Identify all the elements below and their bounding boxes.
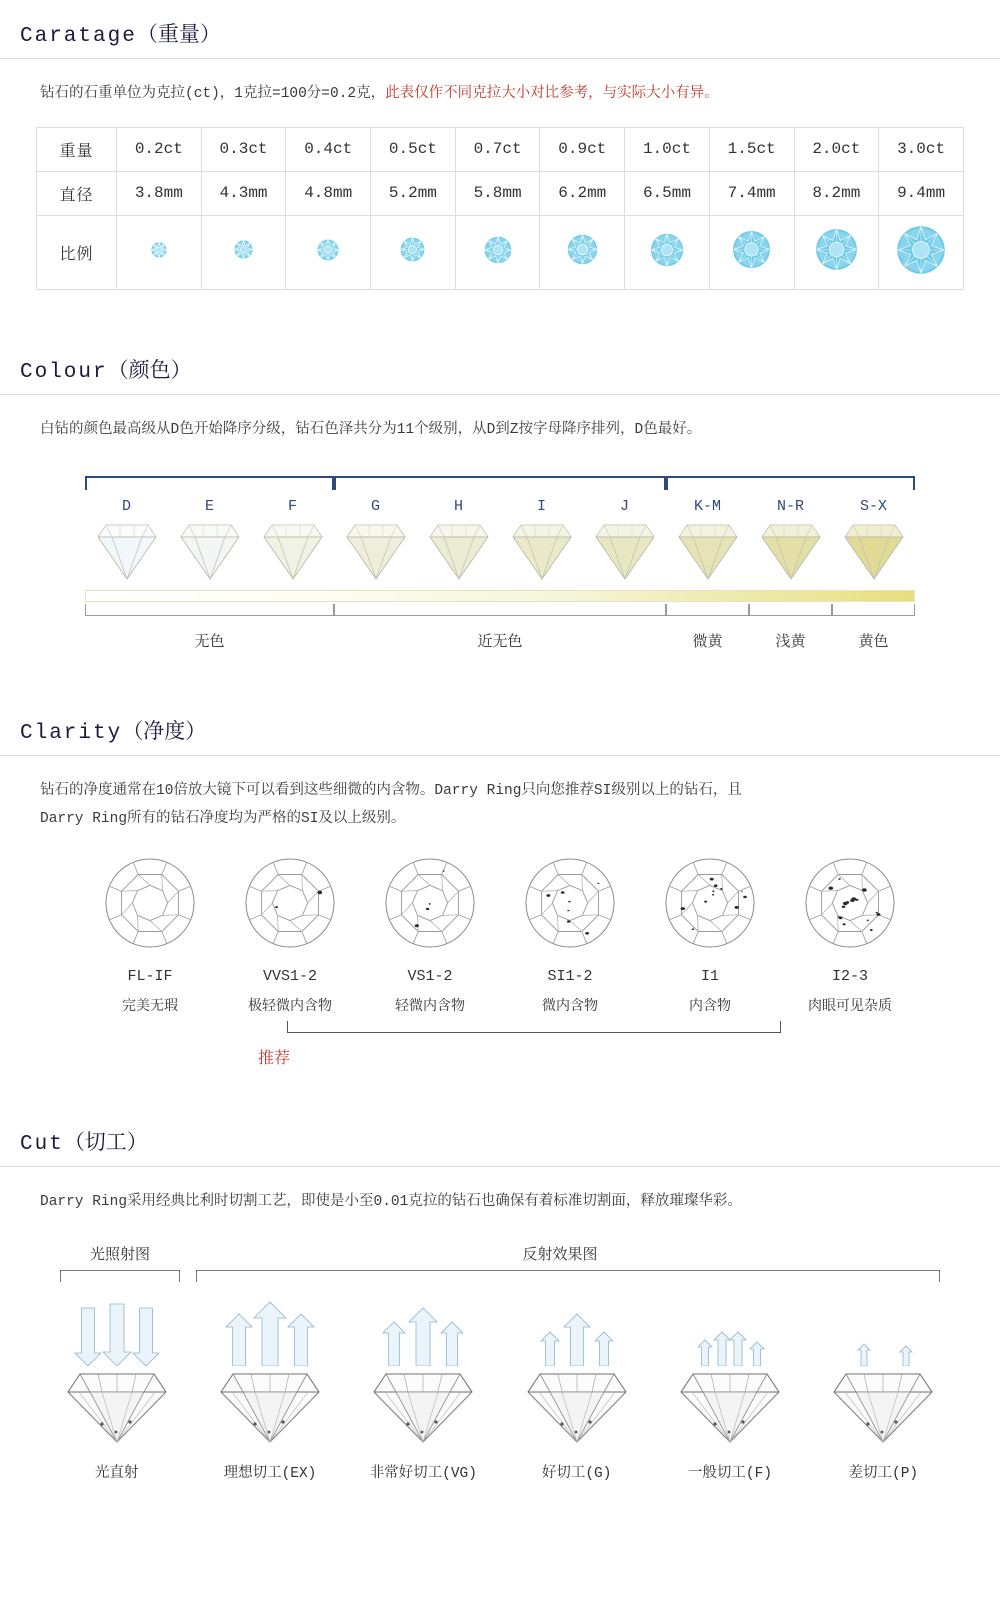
diamond-dot-icon xyxy=(896,225,946,280)
caratage-title-en: Caratage xyxy=(20,25,137,48)
ratio-cell xyxy=(201,215,286,289)
diameter-cell: 6.2mm xyxy=(540,171,625,215)
colour-group-label: 微黄 xyxy=(692,634,723,652)
clarity-recommend-wrap xyxy=(0,1033,1000,1068)
clarity-grade-label: I2-3 xyxy=(831,968,868,986)
clarity-grade-label: I1 xyxy=(700,968,719,986)
diameter-cell: 3.8mm xyxy=(117,171,202,215)
diameter-cell: 4.3mm xyxy=(201,171,286,215)
caratage-table-wrap xyxy=(0,119,1000,290)
diamond-dot-icon xyxy=(567,234,598,270)
colour-group-bracket xyxy=(85,604,334,616)
clarity-grid xyxy=(0,843,1000,1015)
weight-cell: 1.0ct xyxy=(625,127,710,171)
cut-bracket-labels xyxy=(0,1243,1000,1264)
cut-arrows-icon xyxy=(40,1296,193,1366)
cut-diamond-icon xyxy=(347,1366,500,1451)
diamond-dot-icon xyxy=(317,239,339,266)
colour-top-bracket xyxy=(666,476,915,490)
clarity-item[interactable] xyxy=(500,853,640,1015)
cut-bracket-label-light: 光照射图 xyxy=(89,1246,150,1264)
weight-cell: 0.3ct xyxy=(201,127,286,171)
diamond-dot-icon xyxy=(151,242,167,263)
ratio-cell xyxy=(540,215,625,289)
ratio-cell xyxy=(625,215,710,289)
weight-cell: 0.4ct xyxy=(286,127,371,171)
ratio-cell xyxy=(286,215,371,289)
colour-group-bracket xyxy=(334,604,666,616)
table-row-ratio xyxy=(37,215,964,289)
colour-grade-label: K-M xyxy=(693,498,721,516)
colour-grade-cell[interactable] xyxy=(85,492,168,586)
clarity-grade-desc: 微内含物 xyxy=(542,999,598,1016)
cut-bracket-label-reflect: 反射效果图 xyxy=(522,1246,598,1264)
colour-title-en: Colour xyxy=(20,360,108,384)
colour-group-bracket xyxy=(749,604,832,616)
diamond-gem-icon xyxy=(85,519,168,586)
colour-bottom-brackets xyxy=(85,604,915,618)
cut-grade-label: 理想切工(EX) xyxy=(223,1465,317,1482)
cut-arrows-icon xyxy=(347,1296,500,1366)
colour-grade-cell[interactable] xyxy=(334,492,417,586)
colour-group-bracket xyxy=(832,604,915,616)
diamond-gem-icon xyxy=(749,519,832,586)
colour-group-label: 浅黄 xyxy=(775,634,806,652)
cut-grade-label: 光直射 xyxy=(94,1465,139,1482)
colour-grade-cell[interactable] xyxy=(832,492,915,586)
cut-arrows-icon xyxy=(193,1296,346,1366)
clarity-recommend-label: 推荐 xyxy=(257,1050,290,1069)
colour-grade-label: N-R xyxy=(776,498,804,516)
colour-grade-cell[interactable] xyxy=(583,492,666,586)
cut-grade-label: 非常好切工(VG) xyxy=(369,1465,477,1482)
cut-item[interactable] xyxy=(653,1296,806,1482)
table-row-diameter xyxy=(37,171,964,215)
cut-bracket-reflect xyxy=(196,1270,940,1282)
diameter-cell: 9.4mm xyxy=(879,171,964,215)
diamond-dot-icon xyxy=(650,233,684,272)
cut-diamond-icon xyxy=(653,1366,806,1451)
colour-grade-label: E xyxy=(204,498,214,516)
diamond-gem-icon xyxy=(666,519,749,586)
colour-group-bracket xyxy=(666,604,749,616)
cut-item[interactable] xyxy=(500,1296,653,1482)
cut-brackets-area xyxy=(0,1227,1000,1282)
weight-cell: 0.9ct xyxy=(540,127,625,171)
clarity-diamond-icon xyxy=(640,853,780,958)
cut-item[interactable] xyxy=(193,1296,346,1482)
cut-diamond-icon xyxy=(807,1366,960,1451)
clarity-desc-line2: Darry Ring所有的钻石净度均为严格的SI及以上级别。 xyxy=(40,810,406,827)
cut-grade-label: 差切工(P) xyxy=(848,1465,919,1482)
diamond-dot-icon xyxy=(732,230,771,274)
clarity-diamond-icon xyxy=(80,853,220,958)
clarity-desc-line1: 钻石的净度通常在10倍放大镜下可以看到这些细微的内含物。Darry Ring只向您推荐SI级别以上的钻石，且 xyxy=(40,783,742,800)
colour-grade-label: D xyxy=(121,498,131,516)
diamond-dot-icon xyxy=(234,240,253,264)
weight-cell: 0.5ct xyxy=(371,127,456,171)
cut-description: Darry Ring采用经典比利时切割工艺，即使是小至0.01克拉的钻石也确保有着标准切割面，释放璀璨华彩。 xyxy=(40,1194,742,1211)
clarity-diamond-icon xyxy=(780,853,920,958)
cut-arrows-icon xyxy=(807,1296,960,1366)
diameter-cell: 5.8mm xyxy=(455,171,540,215)
weight-cell: 0.7ct xyxy=(455,127,540,171)
cut-grade-label: 好切工(G) xyxy=(541,1465,612,1482)
caratage-desc-plain: 钻石的石重单位为克拉(ct)，1克拉=100分=0.2克， xyxy=(40,86,386,102)
cut-diamond-icon xyxy=(500,1366,653,1451)
diameter-cell: 4.8mm xyxy=(286,171,371,215)
colour-grade-label: F xyxy=(287,498,297,516)
ratio-cell xyxy=(879,215,964,289)
colour-grade-label: H xyxy=(453,498,463,516)
cut-grid xyxy=(0,1282,1000,1482)
cut-bracket-lines xyxy=(0,1264,1000,1282)
diamond-gem-icon xyxy=(417,519,500,586)
diamond-gem-icon xyxy=(334,519,417,586)
clarity-grade-desc: 肉眼可见杂质 xyxy=(808,999,892,1016)
section-heading-clarity xyxy=(0,697,1000,756)
colour-gradient-bar xyxy=(85,590,915,602)
caratage-description xyxy=(0,59,1000,119)
colour-grade-row xyxy=(85,492,915,586)
clarity-grade-desc: 轻微内含物 xyxy=(395,999,465,1016)
diameter-cell: 6.5mm xyxy=(625,171,710,215)
section-heading-colour xyxy=(0,336,1000,395)
colour-title-cn: （颜色） xyxy=(107,360,192,384)
clarity-item[interactable] xyxy=(640,853,780,1015)
table-row-weight xyxy=(37,127,964,171)
weight-cell: 0.2ct xyxy=(117,127,202,171)
clarity-recommend-bracket xyxy=(287,1021,781,1033)
colour-grade-cell[interactable] xyxy=(500,492,583,586)
diameter-cell: 8.2mm xyxy=(794,171,879,215)
clarity-diamond-icon xyxy=(220,853,360,958)
cut-bracket-light xyxy=(60,1270,180,1282)
colour-grade-label: J xyxy=(619,498,629,516)
clarity-grade-label: SI1-2 xyxy=(547,968,593,986)
cut-title-cn: （切工） xyxy=(63,1133,148,1157)
clarity-grade-label: FL-IF xyxy=(127,968,173,986)
colour-group-label: 黄色 xyxy=(858,634,889,652)
diamond-gem-icon xyxy=(500,519,583,586)
clarity-grade-desc: 内含物 xyxy=(689,999,731,1016)
clarity-grade-label: VVS1-2 xyxy=(262,968,317,986)
clarity-title-cn: （净度） xyxy=(122,722,207,746)
clarity-grade-label: VS1-2 xyxy=(407,968,453,986)
clarity-grade-desc: 极轻微内含物 xyxy=(248,999,332,1016)
caratage-desc-highlight: 此表仅作不同克拉大小对比参考，与实际大小有异。 xyxy=(385,86,719,102)
diamond-dot-icon xyxy=(400,237,425,267)
cut-item[interactable] xyxy=(347,1296,500,1482)
diamond-gem-icon xyxy=(583,519,666,586)
ratio-cell xyxy=(794,215,879,289)
colour-description: 白钻的颜色最高级从D色开始降序分级，钻石色泽共分为11个级别，从D到Z按字母降序排列，D色最好。 xyxy=(40,421,702,438)
clarity-title-en: Clarity xyxy=(20,722,123,746)
cut-title-en: Cut xyxy=(20,1133,64,1157)
colour-top-bracket xyxy=(334,476,666,490)
clarity-diamond-icon xyxy=(500,853,640,958)
diamond-dot-icon xyxy=(484,236,512,269)
ratio-cell xyxy=(709,215,794,289)
colour-scale xyxy=(0,454,1000,651)
colour-grade-label: S-X xyxy=(859,498,887,516)
clarity-item[interactable] xyxy=(80,853,220,1015)
weight-cell: 1.5ct xyxy=(709,127,794,171)
clarity-recommend-bracket-row xyxy=(0,1015,1000,1033)
weight-cell: 2.0ct xyxy=(794,127,879,171)
colour-grade-cell[interactable] xyxy=(251,492,334,586)
cut-item[interactable] xyxy=(40,1296,193,1482)
section-heading-cut xyxy=(0,1108,1000,1167)
ratio-cell xyxy=(117,215,202,289)
colour-top-bracket xyxy=(85,476,334,490)
row-label-diameter: 直径 xyxy=(37,171,117,215)
diamond-gem-icon xyxy=(168,519,251,586)
colour-grade-label: I xyxy=(536,498,546,516)
caratage-table xyxy=(36,127,964,290)
ratio-cell xyxy=(371,215,456,289)
colour-group-label: 无色 xyxy=(194,634,225,652)
diamond-gem-icon xyxy=(832,519,915,586)
colour-grade-cell[interactable] xyxy=(666,492,749,586)
clarity-diamond-icon xyxy=(360,853,500,958)
clarity-item[interactable] xyxy=(220,853,360,1015)
ratio-cell xyxy=(455,215,540,289)
colour-grade-cell[interactable] xyxy=(417,492,500,586)
clarity-grade-desc: 完美无瑕 xyxy=(122,999,178,1016)
cut-grade-label: 一般切工(F) xyxy=(687,1465,773,1482)
colour-group-label: 近无色 xyxy=(477,634,523,652)
cut-arrows-icon xyxy=(653,1296,806,1366)
clarity-description xyxy=(0,756,1000,843)
clarity-item[interactable] xyxy=(360,853,500,1015)
colour-grade-label: G xyxy=(370,498,380,516)
section-heading-caratage xyxy=(0,0,1000,59)
colour-grade-cell[interactable] xyxy=(749,492,832,586)
colour-top-brackets xyxy=(85,476,915,492)
caratage-title-cn: （重量） xyxy=(136,25,221,48)
cut-item[interactable] xyxy=(807,1296,960,1482)
diameter-cell: 5.2mm xyxy=(371,171,456,215)
cut-arrows-icon xyxy=(500,1296,653,1366)
diamond-gem-icon xyxy=(251,519,334,586)
diameter-cell: 7.4mm xyxy=(709,171,794,215)
weight-cell: 3.0ct xyxy=(879,127,964,171)
colour-grade-cell[interactable] xyxy=(168,492,251,586)
diamond-dot-icon xyxy=(815,228,858,276)
row-label-ratio: 比例 xyxy=(37,215,117,289)
cut-diamond-icon xyxy=(40,1366,193,1451)
colour-group-labels xyxy=(85,618,915,651)
clarity-item[interactable] xyxy=(780,853,920,1015)
cut-diamond-icon xyxy=(193,1366,346,1451)
row-label-weight: 重量 xyxy=(37,127,117,171)
